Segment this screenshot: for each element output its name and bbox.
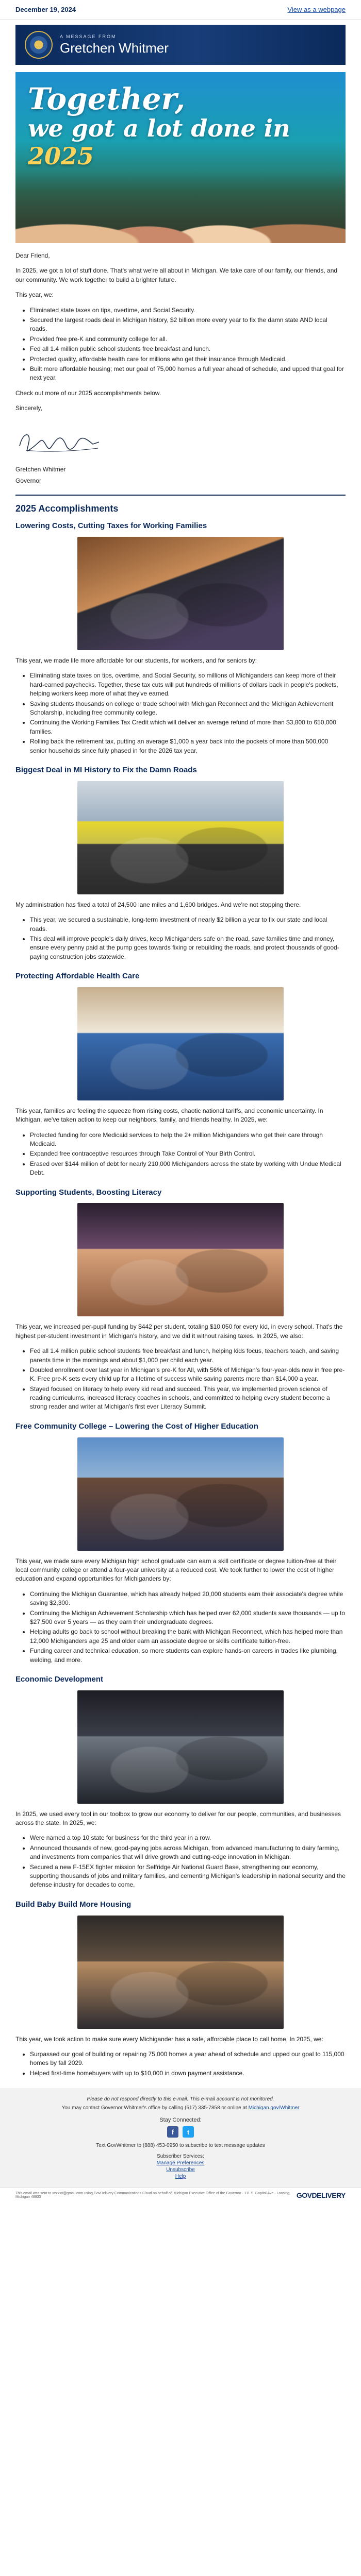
- section-heading-roads: Biggest Deal in MI History to Fix the Damn Roads: [15, 766, 197, 774]
- intro-paragraph-3: Check out more of our 2025 accomplishments below.: [15, 389, 161, 397]
- list-item: • Helped first-time homebuyers with up to $10,000 in down payment assistance.: [30, 2069, 346, 2078]
- photo-lowering-costs: [77, 537, 284, 650]
- intro-letter: [0, 251, 361, 485]
- list-item: • Fed all 1.4 million public school students free breakfast and lunch.: [30, 345, 346, 353]
- signer-name: Gretchen Whitmer: [15, 466, 66, 473]
- signer-title: Governor: [15, 477, 42, 484]
- photo-housing: [77, 1916, 284, 2029]
- subscriber-links: [15, 2154, 346, 2179]
- list-item: • Funding career and technical education, so more students can explore hands-on careers in trades like plumbing, welding, and more.: [30, 1647, 346, 1665]
- list-item: • Secured a new F-15EX fighter mission for Selfridge Air National Guard Base, strengthening our economy, supporting thousands of jobs and military families, and cementing Michigan's leadership in national security and the defense industry for decades to come.: [30, 1863, 346, 1890]
- facebook-icon[interactable]: f: [167, 2126, 178, 2138]
- accomplishments-title: 2025 Accomplishments: [15, 503, 119, 514]
- manage-preferences-link[interactable]: Manage Preferences: [156, 2160, 205, 2166]
- contact-note: You may contact Governor Whitmer's office by calling (517) 335-7858 or online at Michigan.gov/Whitmer: [61, 2105, 300, 2111]
- section-bullets: [15, 1347, 346, 1412]
- stay-connected-label: Stay Connected:: [159, 2117, 202, 2124]
- legal-bar: [0, 2188, 361, 2204]
- section-bullets: [15, 671, 346, 755]
- do-not-reply-note: Please do not respond directly to this e-mail. This e-mail account is not monitored.: [87, 2096, 274, 2103]
- list-item: • Secured the largest roads deal in Michigan history, $2 billion more every year to fix the damn state AND local roads.: [30, 316, 346, 334]
- legal-text: This email was sent to xxxxxx@gmail.com using GovDelivery Communications Cloud on behalf of: Michigan Executive Office of the Governor · 111 S. Capitol Ave · Lansing, Michigan 48933: [15, 2192, 290, 2199]
- twitter-icon[interactable]: t: [183, 2126, 194, 2138]
- governor-website-link[interactable]: Michigan.gov/Whitmer: [248, 2105, 300, 2111]
- section-intro: In 2025, we used every tool in our toolbox to grow our economy to deliver for our people, communities, and businesses across the state. In 2025, we:: [15, 1810, 341, 1827]
- section-heading-students: Supporting Students, Boosting Literacy: [15, 1188, 162, 1197]
- photo-health-care: [77, 987, 284, 1100]
- section-heading-community-college: Free Community College – Lowering the Cost of Higher Education: [15, 1421, 258, 1431]
- hero-title-line2: we got a lot done in 2025: [28, 114, 290, 170]
- list-item: • Stayed focused on literacy to help every kid read and succeed. This year, we implemented proven science of reading curriculums, increased literacy coaches in schools, and committed to helping every student become a strong reader and writer at Michigan's first ever Literacy Summit.: [30, 1385, 346, 1412]
- email-footer: [0, 2088, 361, 2188]
- section-intro: This year, we made life more affordable for our students, for workers, and for seniors by:: [15, 657, 257, 665]
- photo-community-college: [77, 1437, 284, 1551]
- text-subscribe-note: Text GovWhitmer to (888) 453-0950 to subscribe to text message updates: [96, 2143, 265, 2149]
- list-item: • Built more affordable housing; met our goal of 75,000 homes a full year ahead of schedule, and upped that goal for next year.: [30, 365, 346, 383]
- list-item: • Helping adults go back to school without breaking the bank with Michigan Reconnect, which has helped more than 12,000 Michiganders age 25 and older earn an associate degree or skills certificate tuition-free.: [30, 1628, 346, 1646]
- section-bullets: [15, 2050, 346, 2078]
- list-item: • Doubled enrollment over last year in Michigan's pre-K for All, with 56% of Michigan's four-year-olds now in free pre-K. Free pre-K sets every child up for a lifetime of success while saving parents more than $14,000 a year.: [30, 1366, 346, 1384]
- banner-from-label: A MESSAGE FROM: [60, 33, 117, 39]
- governor-banner: [15, 25, 346, 65]
- list-item: • Provided free pre-K and community college for all.: [30, 335, 346, 344]
- unsubscribe-link[interactable]: Unsubscribe: [166, 2167, 195, 2173]
- help-link[interactable]: Help: [175, 2174, 186, 2180]
- accomplishments-section: [0, 502, 361, 2078]
- list-item: • Erased over $144 million of debt for nearly 210,000 Michiganders across the state by working with Undue Medical Debt.: [30, 1160, 346, 1178]
- list-item: • Announced thousands of new, good-paying jobs across Michigan, from advanced manufacturing to dairy farming, and investments from companies that will drive growth and cutting-edge innovation in Michigan.: [30, 1844, 346, 1862]
- hero-title-line1: Together,: [28, 81, 186, 116]
- list-item: • Saving students thousands on college or trade school with Michigan Reconnect and the Michigan Achievement Scholarship, including free community college.: [30, 700, 346, 718]
- list-item: • This year, we secured a sustainable, long-term investment of nearly $2 billion a year to fix our state and local roads.: [30, 916, 346, 934]
- section-heading-housing: Build Baby Build More Housing: [15, 1900, 132, 1909]
- section-bullets: [15, 916, 346, 961]
- section-intro: This year, we made sure every Michigan high school graduate can earn a skill certificate or degree tuition-free at their local community college or attend a four-year university at a reduced cost. We took further to lower the cost of higher education and expand opportunities for Michiganders by:: [15, 1557, 337, 1583]
- list-item: • Fed all 1.4 million public school students free breakfast and lunch, helping kids focus, teachers teach, and saving parents time in the mornings and about $1,000 per child each year.: [30, 1347, 346, 1365]
- list-item: • Protected quality, affordable health care for millions who get their insurance through Medicaid.: [30, 355, 346, 364]
- section-bullets: [15, 1131, 346, 1178]
- subscriber-services-label: Subscriber Services:: [157, 2154, 204, 2160]
- intro-bullets: [15, 306, 346, 383]
- list-item: • Eliminated state taxes on tips, overtime, and Social Security.: [30, 306, 346, 315]
- photo-students: [77, 1203, 284, 1316]
- section-intro: My administration has fixed a total of 24,500 lane miles and 1,600 bridges. And we're not stopping there.: [15, 901, 301, 908]
- section-heading-lowering-costs: Lowering Costs, Cutting Taxes for Working Families: [15, 521, 207, 531]
- photo-roads: [77, 781, 284, 894]
- list-item: • Continuing the Michigan Guarantee, which has already helped 20,000 students earn their associate's degree while saving $2,300.: [30, 1590, 346, 1608]
- list-item: • This deal will improve people's daily drives, keep Michiganders safe on the road, save families time and money, ensure every penny paid at the pump goes towards fixing or rebuilding the roads, and protect thousands of good-paying construction jobs statewide.: [30, 935, 346, 961]
- section-heading-health-care: Protecting Affordable Health Care: [15, 972, 140, 981]
- photo-economic-development: [77, 1690, 284, 1804]
- section-bullets: [15, 1590, 346, 1665]
- list-item: • Eliminating state taxes on tips, overtime, and Social Security, so millions of Michiganders can keep more of their hard-earned paychecks. Together, these tax cuts will put hundreds of millions of dollars back in people's pockets, helping workers keep more of what they've earned.: [30, 671, 346, 698]
- list-item: • Expanded free contraceptive resources through Take Control of Your Birth Control.: [30, 1149, 346, 1158]
- list-item: • Rolling back the retirement tax, putting an average $1,000 a year back into the pockets of more than 500,000 senior households since fully phased in for the 2026 tax year.: [30, 737, 346, 755]
- intro-paragraph-1: In 2025, we got a lot of stuff done. That's what we're all about in Michigan. We take care of our family, our friends, and our community. We work together to build a brighter future.: [15, 267, 338, 283]
- section-heading-economic-development: Economic Development: [15, 1674, 104, 1684]
- michigan-seal-icon: [25, 31, 53, 59]
- email-date: December 19, 2024: [15, 6, 76, 13]
- hero-year: 2025: [28, 142, 94, 170]
- section-intro: This year, families are feeling the squeeze from rising costs, chaotic national tariffs, and economic uncertainty. In Michigan, we've taken action to keep our neighbors, family, and friends healthy. In 2025, we:: [15, 1107, 323, 1124]
- view-as-webpage-link[interactable]: View as a webpage: [287, 6, 346, 13]
- list-item: • Continuing the Michigan Achievement Scholarship which has helped over 62,000 students save thousands — up to $27,500 over 5 years — as they earn their undergraduate degrees.: [30, 1609, 346, 1627]
- social-links: [15, 2126, 346, 2138]
- section-intro: This year, we took action to make sure every Michigander has a safe, affordable place to call home. In 2025, we:: [15, 2035, 323, 2043]
- hero-image: [15, 72, 346, 243]
- section-divider: [15, 495, 346, 496]
- closing: Sincerely,: [15, 404, 42, 412]
- greeting: Dear Friend,: [15, 252, 50, 259]
- hero-crowd-photo: [15, 171, 346, 243]
- section-bullets: [15, 1834, 346, 1889]
- govdelivery-logo: GOVDELIVERY: [296, 2191, 346, 2200]
- banner-name: Gretchen Whitmer: [60, 40, 169, 56]
- intro-paragraph-2: This year, we:: [15, 291, 54, 299]
- signature-image: [15, 419, 346, 465]
- list-item: • Continuing the Working Families Tax Credit which will deliver an average refund of more than $3,800 to 650,000 families.: [30, 718, 346, 736]
- list-item: • Were named a top 10 state for business for the third year in a row.: [30, 1834, 346, 1842]
- list-item: • Protected funding for core Medicaid services to help the 2+ million Michiganders who get their care through Medicaid.: [30, 1131, 346, 1149]
- top-bar: [0, 0, 361, 20]
- section-intro: This year, we increased per-pupil funding by $442 per student, totaling $10,050 for every kid, in every school. That's the highest per-student investment in Michigan's history, and we did it without raising taxes. In 2025, we also:: [15, 1323, 343, 1340]
- list-item: • Surpassed our goal of building or repairing 75,000 homes a year ahead of schedule and upped our goal to 115,000 homes by fall 2029.: [30, 2050, 346, 2068]
